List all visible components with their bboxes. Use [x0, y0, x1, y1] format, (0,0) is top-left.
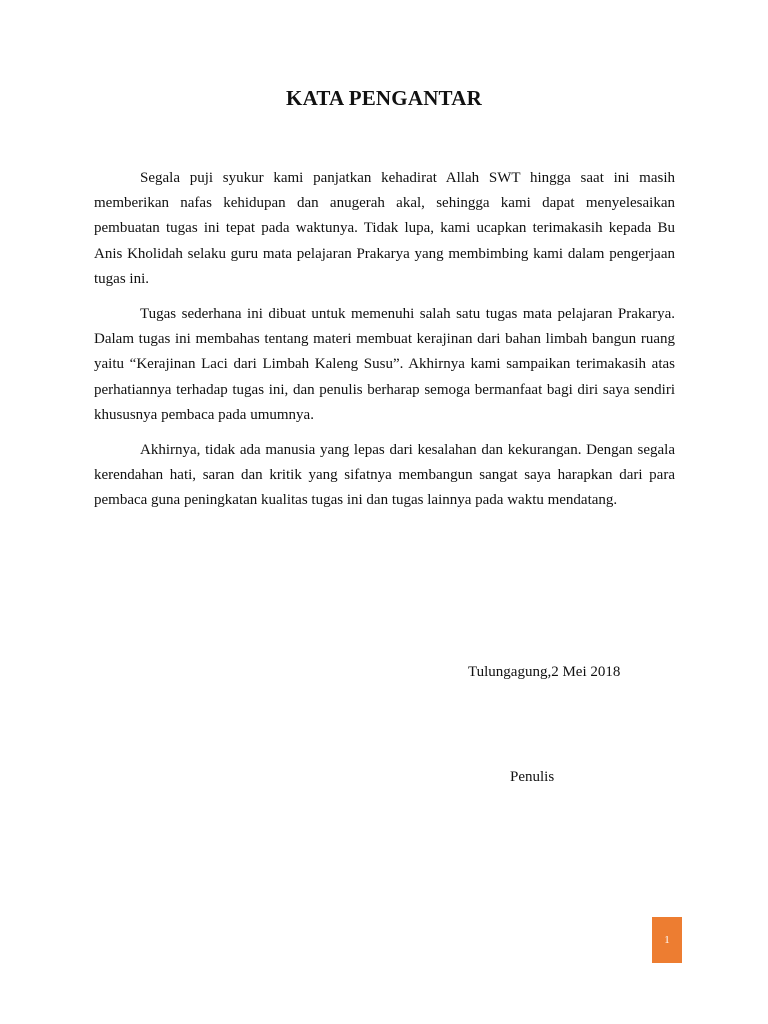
- paragraph-3: Akhirnya, tidak ada manusia yang lepas dari kesalahan dan kekurangan. Dengan segala kerendahan hati, saran dan kritik yang sifatnya membangun sangat saya harapkan dari para pembaca guna peningkatan kualitas tugas ini dan tugas lainnya pada waktu mendatang.: [94, 442, 675, 509]
- document-body: [94, 166, 675, 524]
- page-number: 1: [664, 934, 670, 946]
- place-date: Tulungagung,2 Mei 2018: [468, 664, 621, 680]
- paragraph-2: Tugas sederhana ini dibuat untuk memenuhi salah satu tugas mata pelajaran Prakarya. Dalam tugas ini membahas tentang materi membuat kerajinan dari bahan limbah bangun ruang yaitu “Kerajinan Laci dari Limbah Kaleng Susu”. Akhirnya kami sampaikan terimakasih atas perhatiannya terhadap tugas ini, dan penulis berharap semoga bermanfaat bagi diri saya sendiri khususnya pembaca pada umumnya.: [94, 306, 675, 423]
- page-number-badge: [652, 917, 682, 963]
- page-title: KATA PENGANTAR: [286, 86, 482, 110]
- author-signature: Penulis: [510, 769, 555, 785]
- paragraph-1: Segala puji syukur kami panjatkan kehadirat Allah SWT hingga saat ini masih memberikan nafas kehidupan dan anugerah akal, sehingga kami dapat menyelesaikan pembuatan tugas ini tepat pada waktunya. Tidak lupa, kami ucapkan terimakasih kepada Bu Anis Kholidah selaku guru mata pelajaran Prakarya yang membimbing kami dalam pengerjaan tugas ini.: [94, 170, 675, 287]
